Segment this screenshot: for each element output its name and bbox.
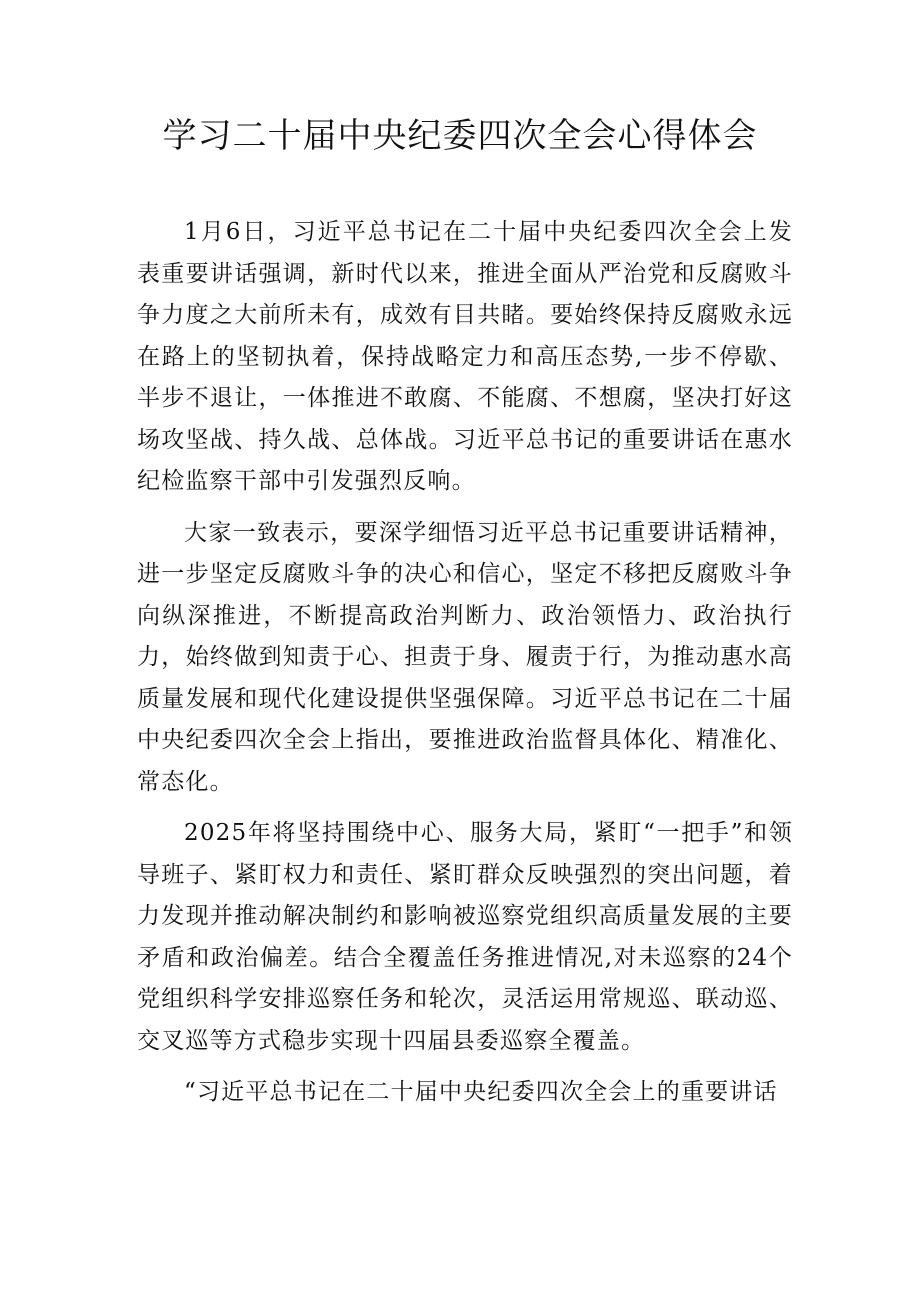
document-title: 学习二十届中央纪委四次全会心得体会 — [162, 116, 758, 156]
paragraph-2: 大家一致表示，要深学细悟习近平总书记重要讲话精神，进一步坚定反腐败斗争的决心和信心，坚定不移把反腐败斗争向纵深推进，不断提高政治判断力、政治领悟力、政治执行力，始终做到知责于心、担责于身、履责于行，为推动惠水高质量发展和现代化建设提供坚强保障。习近平总书记在二十届中央纪委四次全会上指出，要推进政治监督具体化、精准化、常态化。 — [137, 519, 793, 795]
paragraph-4: “习近平总书记在二十届中央纪委四次全会上的重要讲话 — [184, 1079, 778, 1105]
document-body — [137, 212, 793, 1114]
paragraph-3: 2025年将坚持围绕中心、服务大局，紧盯“一把手”和领导班子、紧盯权力和责任、紧盯群众反映强烈的突出问题，着力发现并推动解决制约和影响被巡察党组织高质量发展的主要矛盾和政治偏差。结合全覆盖任务推进情况,对未巡察的24个党组织科学安排巡察任务和轮次，灵活运用常规巡、联动巡、交叉巡等方式稳步实现十四届县委巡察全覆盖。 — [137, 820, 793, 1054]
paragraph-1: 1月6日，习近平总书记在二十届中央纪委四次全会上发表重要讲话强调，新时代以来，推进全面从严治党和反腐败斗争力度之大前所未有，成效有目共睹。要始终保持反腐败永远在路上的坚韧执着，保持战略定力和高压态势,一步不停歇、半步不退让，一体推进不敢腐、不能腐、不想腐，坚决打好这场攻坚战、持久战、总体战。习近平总书记的重要讲话在惠水纪检监察干部中引发强烈反响。 — [137, 219, 793, 494]
